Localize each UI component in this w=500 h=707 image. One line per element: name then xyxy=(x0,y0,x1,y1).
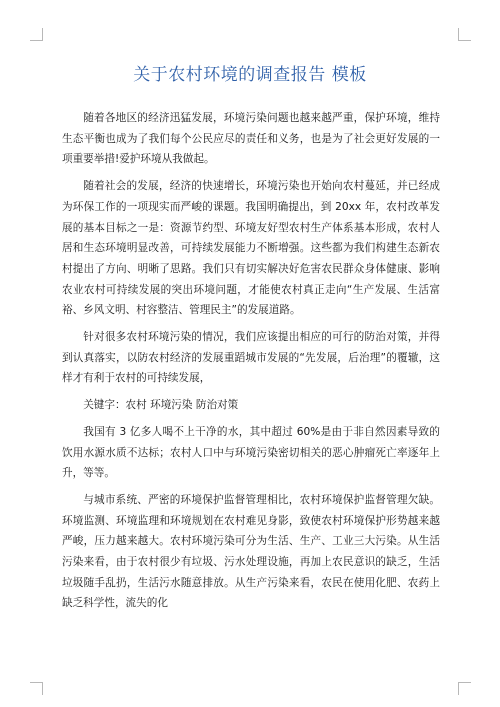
crop-mark-top-right xyxy=(458,28,471,41)
paragraph-countermeasures: 针对很多农村环境污染的情况，我们应该提出相应的可行的防治对策，并得到认真落实，以防农村经济的发展重蹈城市发展的“先发展，后治理”的覆辙，这样才有利于农村的可持续发展， xyxy=(62,331,440,385)
paragraph-water-quality: 我国有 3 亿多人喝不上干净的水，其中超过 60%是由于非自然因素导致的饮用水源水质不达标；农村人口中与环境污染密切相关的恶心肿瘤死亡率逐年上升，等等。 xyxy=(62,425,440,480)
document-body xyxy=(62,108,440,620)
crop-mark-top-left xyxy=(30,28,43,41)
paragraph-keywords: 关键字：农村 环境污染 防治对策 xyxy=(83,399,239,412)
crop-mark-bottom-left xyxy=(30,682,43,695)
paragraph-background: 随着社会的发展，经济的快速增长，环境污染也开始向农村蔓延，并已经成为环保工作的一项现实而严峻的课题。我国明确提出，到 20xx 年，农村改革发展的基本目标之一是：资源节约型、环境友好型农村生产体系基本形成，农村人居和生态环境明显改善，可持续发展能力不断增强。这些都为我们构建生态新农村提出了方向、明晰了思路。我们只有切实解决好危害农民群众身体健康、影响农业农村可持续发展的突出环境问题，才能使农村真正走向“生产发展、生活富裕、乡风文明、村容整洁、管理民主”的发展道路。 xyxy=(62,180,440,317)
paragraph-supervision: 与城市系统、严密的环境保护监督管理相比，农村环境保护监督管理欠缺。环境监测、环境监理和环境规划在农村难见身影，致使农村环境保护形势越来越严峻，压力越来越大。农村环境污染可分为生活、生产、工业三大污染。从生活污染来看，由于农村很少有垃圾、污水处理设施，再加上农民意识的缺乏，生活垃圾随手乱扔，生活污水随意排放。从生产污染来看，农民在使用化肥、农药上缺乏科学性，流失的化 xyxy=(62,493,440,610)
page-title: 关于农村环境的调查报告 模板 xyxy=(133,65,367,85)
crop-mark-bottom-right xyxy=(458,682,471,695)
paragraph-intro: 随着各地区的经济迅猛发展，环境污染问题也越来越严重，保护环境，维持生态平衡也成为了我们每个公民应尽的责任和义务，也是为了社会更好发展的一项重要举措!爱护环境从我做起。 xyxy=(62,112,440,166)
